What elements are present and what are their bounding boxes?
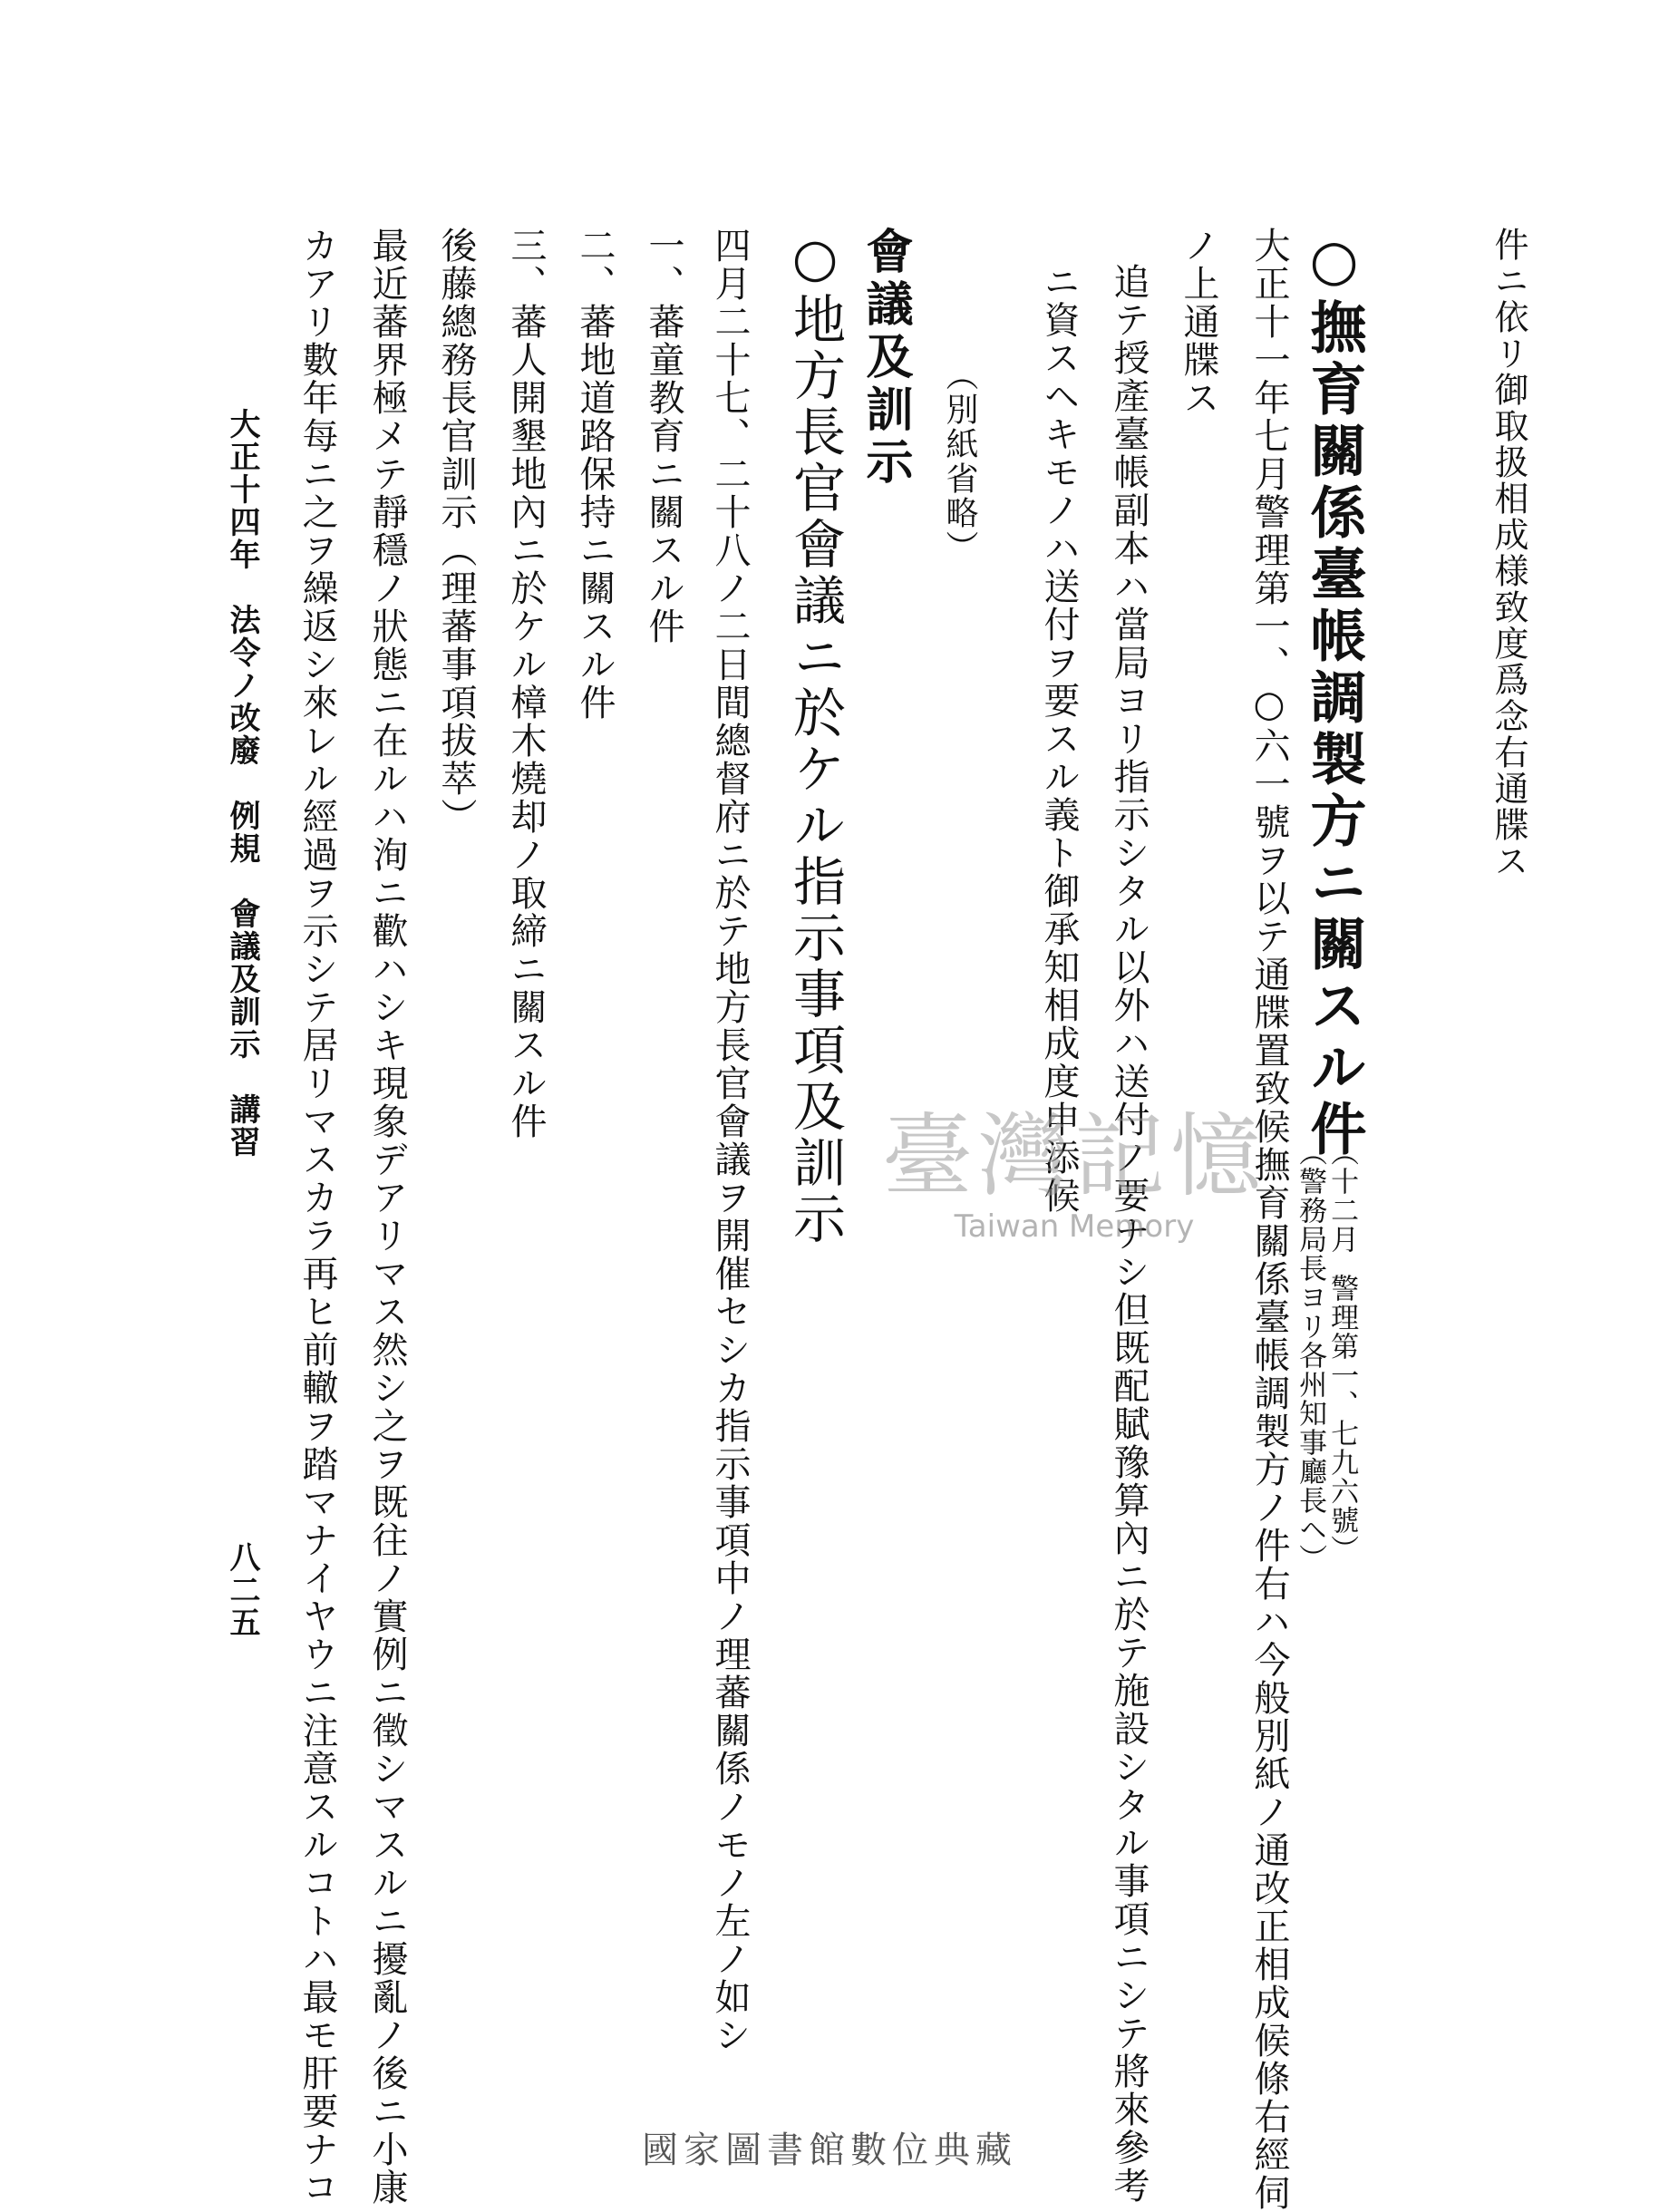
text-column-4: ノ上通牒ス	[1178, 227, 1219, 417]
running-head: 大正十四年 法令ノ改廢 例規 會議及訓示 講習	[224, 408, 260, 1159]
page-number: 八二五	[224, 1541, 260, 1639]
heading-note-number: 警理第一、七九六號）	[1325, 1274, 1359, 1564]
text-column-16: カアリ數年每ニ之ヲ繰返シ來レル經過ヲ示シテ居リマスカラ再ヒ前轍ヲ踏マナイヤウニ注意スルコトハ最モ肝要ナコ	[296, 227, 338, 2207]
text-column-5: 追テ授產臺帳副本ハ當局ヨリ指示シタル以外ハ送付ノ要ナシ但既配賦豫算內ニ於テ施設シタル事項ニシテ將來參考	[1108, 263, 1150, 2205]
meeting-heading: ○地方長官會議ニ於ケル指示事項及訓示	[784, 227, 846, 1247]
list-item-3: 三、蕃人開墾地內ニ於ケル樟木燒却ノ取締ニ關スル件	[505, 227, 547, 1140]
text-column-1: 件ニ依リ御取扱相成様致度爲念右通牒ス	[1489, 227, 1528, 879]
list-item-1: 一、蕃童教育ニ關スル件	[643, 227, 684, 645]
text-column-10: 四月二十七、二十八ノ二日間總督府ニ於テ地方長官會議ヲ開催セシカ指示事項中ノ理蕃關係ノモノ左ノ如シ	[709, 227, 751, 2054]
heading-note-date: （十二月	[1325, 1138, 1359, 1254]
watermark-main: 臺灣記憶	[882, 1103, 1266, 1209]
bottom-credit: 國家圖書館數位典藏	[642, 2130, 1017, 2171]
omitted-attachment-note: （別紙省略）	[941, 358, 978, 565]
instruction-heading: 後藤總務長官訓示（理蕃事項拔萃）	[435, 227, 477, 836]
text-column-6: ニ資スヘキモノハ送付ヲ要スル義ト御承知相成度申添候	[1038, 263, 1080, 1215]
text-column-15: 最近蕃界極メテ靜穩ノ狀態ニ在ルハ洵ニ歡ハシキ現象デアリマス然シ之ヲ既往ノ實例ニ徵シマスルニ擾亂ノ後ニ小康	[366, 227, 408, 2207]
heading-note-route: （警務局長ヨリ各州知事廳長ヘ）	[1294, 1138, 1327, 1573]
list-item-2: 二、蕃地道路保持ニ關スル件	[574, 227, 616, 722]
text-column-3: 大正十一年七月警理第一、○六一號ヲ以テ通牒置致候撫育關係臺帳調製方ノ件右ハ今般別紙ノ通改正相成候條右經伺	[1248, 227, 1290, 2212]
article-heading: ○撫育關係臺帳調製方ニ關スル件	[1301, 227, 1367, 1161]
section-heading: 會議及訓示	[858, 227, 913, 490]
watermark-sub: Taiwan Memory	[954, 1208, 1195, 1245]
